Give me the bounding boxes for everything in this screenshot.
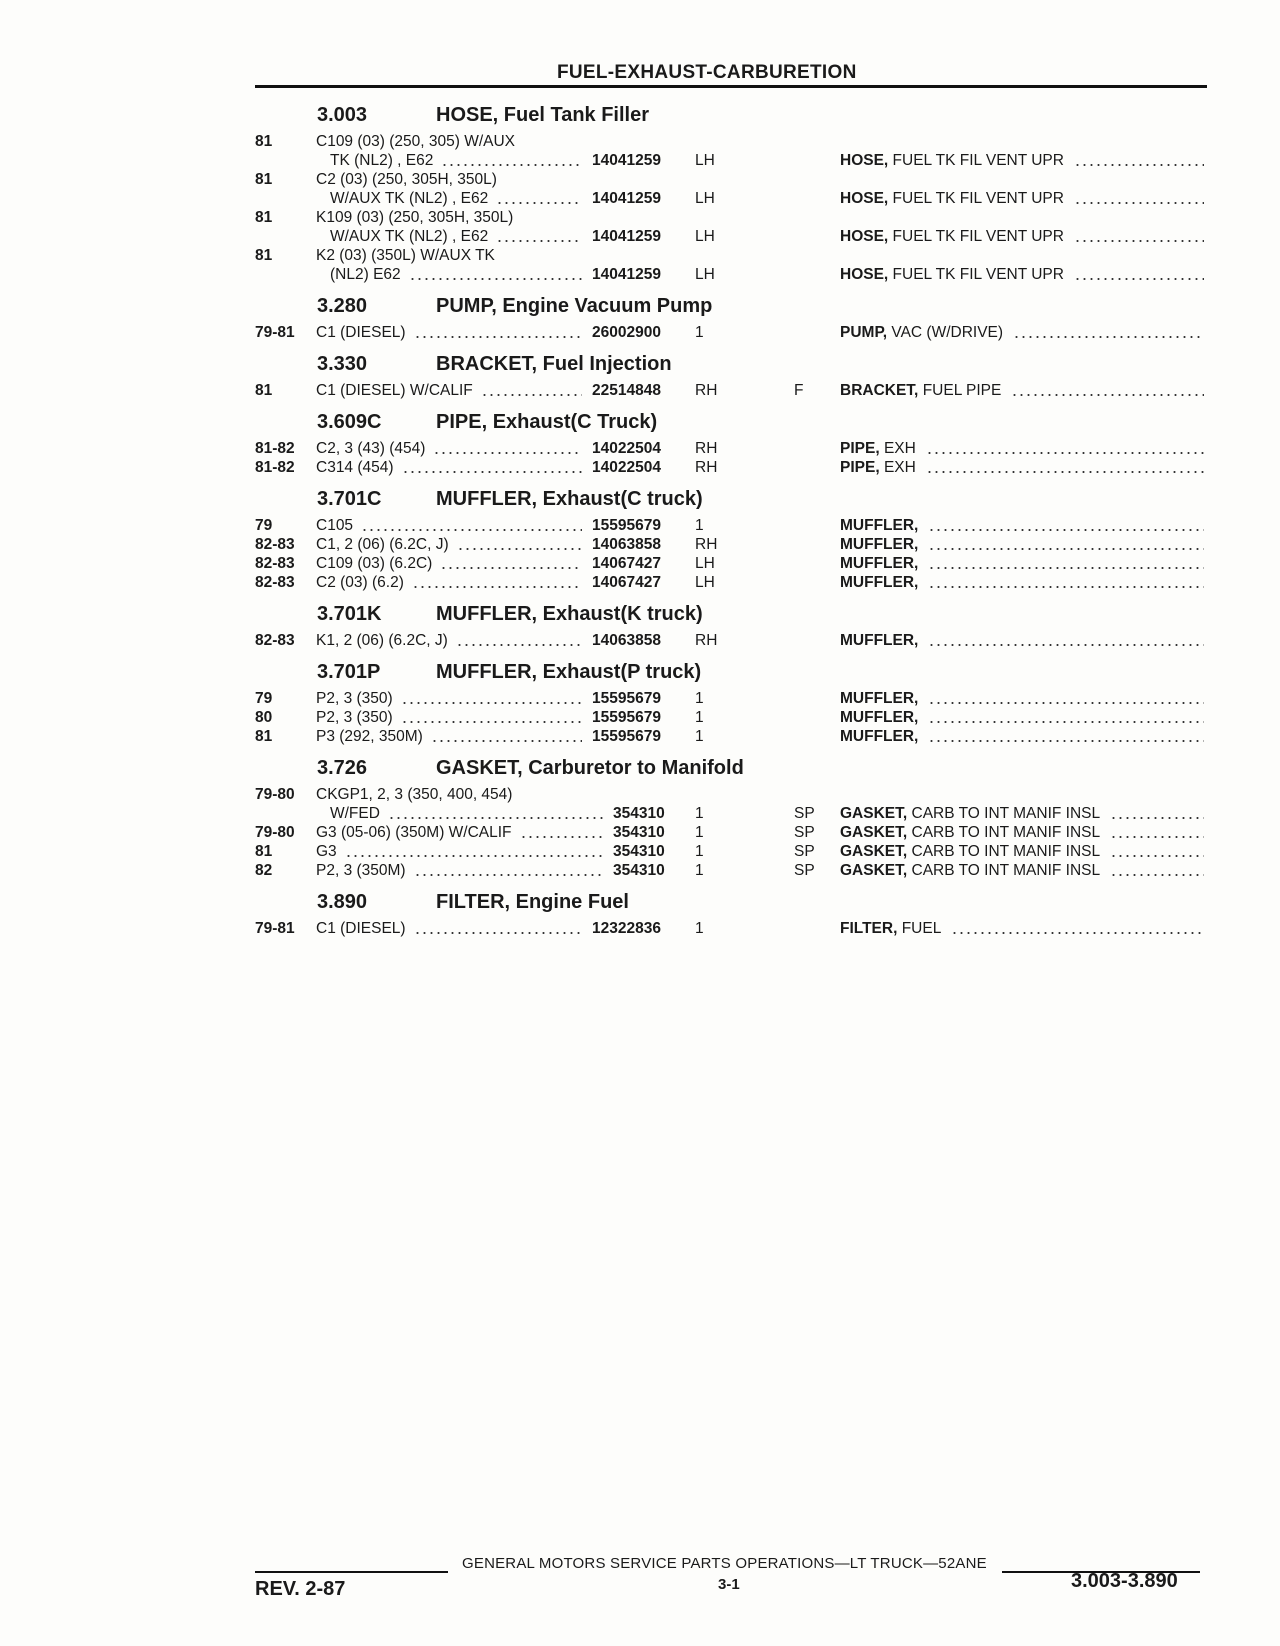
model-line: C1, 2 (06) (6.2C, J) xyxy=(316,536,449,553)
description-noun: GASKET, xyxy=(840,805,908,822)
description-noun: HOSE, xyxy=(840,228,889,245)
quantity: 1 xyxy=(695,324,704,341)
model-year: 79-80 xyxy=(255,786,295,803)
leader-dots xyxy=(414,872,603,878)
model-year: 81 xyxy=(255,247,273,264)
part-number: 15595679 xyxy=(592,728,661,745)
leader-dots xyxy=(928,719,1204,725)
part-number: 14067427 xyxy=(592,574,661,591)
description-text: CARB TO INT MANIF INSL xyxy=(911,843,1101,860)
part-number: 354310 xyxy=(613,862,665,879)
model-year: 82 xyxy=(255,862,273,879)
quantity: LH xyxy=(695,190,715,207)
part-description xyxy=(840,458,916,477)
section-title: PIPE, Exhaust(C Truck) xyxy=(436,411,658,433)
part-number: 354310 xyxy=(613,843,665,860)
section-title: MUFFLER, Exhaust(P truck) xyxy=(436,661,702,683)
leader-dots xyxy=(431,738,582,744)
leader-dots xyxy=(928,527,1204,533)
model-year: 82-83 xyxy=(255,632,295,649)
leader-dots xyxy=(1110,853,1204,859)
quantity: 1 xyxy=(695,824,704,841)
description-text: FUEL TK FIL VENT UPR xyxy=(892,152,1064,169)
part-number: 26002900 xyxy=(592,324,661,341)
leader-dots xyxy=(414,334,582,340)
part-description xyxy=(840,439,916,458)
model-line-1: K2 (03) (350L) W/AUX TK xyxy=(316,247,495,264)
section-spacer xyxy=(0,400,1280,407)
table-row xyxy=(0,516,1280,535)
model-year: 81-82 xyxy=(255,440,295,457)
model-line: P2, 3 (350) xyxy=(316,709,393,726)
description-noun: MUFFLER, xyxy=(840,709,919,726)
part-description xyxy=(840,535,918,554)
section-number: 3.701K xyxy=(317,603,382,625)
part-number: 14041259 xyxy=(592,266,661,283)
section-number: 3.003 xyxy=(317,104,368,126)
leader-dots xyxy=(928,642,1204,648)
model-year: 81 xyxy=(255,382,273,399)
model-line-2: W/AUX TK (NL2) , E62 xyxy=(330,228,489,245)
model-year: 81 xyxy=(255,728,273,745)
model-year: 82-83 xyxy=(255,574,295,591)
model-line-1: C109 (03) (250, 305) W/AUX xyxy=(316,133,516,150)
table-row xyxy=(0,573,1280,592)
part-number: 12322836 xyxy=(592,920,661,937)
part-number: 354310 xyxy=(613,824,665,841)
leader-dots xyxy=(345,853,603,859)
leader-dots xyxy=(496,200,582,206)
table-row xyxy=(0,689,1280,708)
model-line-2: W/AUX TK (NL2) , E62 xyxy=(330,190,489,207)
section-number: 3.330 xyxy=(317,353,368,375)
service-code: SP xyxy=(794,824,815,841)
leader-dots xyxy=(401,700,582,706)
catalog-section xyxy=(0,753,1280,887)
table-row xyxy=(0,170,1280,208)
section-heading xyxy=(0,599,1280,631)
part-number: 15595679 xyxy=(592,709,661,726)
table-row xyxy=(0,246,1280,284)
leader-dots xyxy=(1110,872,1204,878)
table-row xyxy=(0,132,1280,170)
part-description xyxy=(840,151,1064,170)
parts-listing xyxy=(0,100,1280,945)
model-line: P2, 3 (350) xyxy=(316,690,393,707)
section-number: 3.701C xyxy=(317,488,382,510)
model-line-2: (NL2) E62 xyxy=(330,266,401,283)
part-description xyxy=(840,842,1100,861)
leader-dots xyxy=(433,450,582,456)
section-spacer xyxy=(0,284,1280,291)
model-year: 81 xyxy=(255,209,273,226)
model-year: 79-81 xyxy=(255,324,295,341)
table-row xyxy=(0,554,1280,573)
description-noun: PUMP, xyxy=(840,324,888,341)
catalog-section xyxy=(0,887,1280,945)
model-line: C2 (03) (6.2) xyxy=(316,574,404,591)
model-year: 81-82 xyxy=(255,459,295,476)
table-row xyxy=(0,458,1280,477)
section-number: 3.890 xyxy=(317,891,368,913)
model-year: 81 xyxy=(255,171,273,188)
part-number: 354310 xyxy=(613,805,665,822)
leader-dots xyxy=(401,719,582,725)
footer-rule-left xyxy=(255,1571,448,1573)
table-row xyxy=(0,439,1280,458)
model-line: K1, 2 (06) (6.2C, J) xyxy=(316,632,448,649)
quantity: 1 xyxy=(695,805,704,822)
section-title: FILTER, Engine Fuel xyxy=(436,891,629,913)
model-year: 81 xyxy=(255,843,273,860)
part-description xyxy=(840,823,1100,842)
description-text: VAC (W/DRIVE) xyxy=(891,324,1004,341)
description-text: EXH xyxy=(883,459,916,476)
description-text: FUEL TK FIL VENT UPR xyxy=(892,266,1064,283)
section-spacer xyxy=(0,938,1280,945)
model-line: P3 (292, 350M) xyxy=(316,728,423,745)
section-heading xyxy=(0,657,1280,689)
leader-dots xyxy=(926,450,1204,456)
model-line-1: K109 (03) (250, 305H, 350L) xyxy=(316,209,514,226)
description-noun: GASKET, xyxy=(840,824,908,841)
catalog-section xyxy=(0,657,1280,753)
leader-dots xyxy=(402,469,582,475)
table-row xyxy=(0,785,1280,823)
leader-dots xyxy=(361,527,582,533)
part-description xyxy=(840,323,1003,342)
model-line: G3 xyxy=(316,843,337,860)
leader-dots xyxy=(1074,162,1204,168)
section-title: GASKET, Carburetor to Manifold xyxy=(436,757,744,779)
leader-dots xyxy=(1011,392,1204,398)
part-number: 15595679 xyxy=(592,517,661,534)
model-line-2: TK (NL2) , E62 xyxy=(330,152,434,169)
quantity: 1 xyxy=(695,690,704,707)
description-text: FUEL TK FIL VENT UPR xyxy=(892,228,1064,245)
leader-dots xyxy=(409,276,582,282)
leader-dots xyxy=(520,834,603,840)
model-line: C105 xyxy=(316,517,354,534)
leader-dots xyxy=(926,469,1204,475)
description-noun: GASKET, xyxy=(840,843,908,860)
part-number: 14063858 xyxy=(592,536,661,553)
table-row xyxy=(0,919,1280,938)
model-line-2: W/FED xyxy=(330,805,380,822)
leader-dots xyxy=(928,546,1204,552)
quantity: RH xyxy=(695,459,718,476)
quantity: LH xyxy=(695,266,715,283)
quantity: RH xyxy=(695,536,718,553)
leader-dots xyxy=(951,930,1204,936)
part-number: 14041259 xyxy=(592,228,661,245)
quantity: LH xyxy=(695,228,715,245)
description-noun: MUFFLER, xyxy=(840,536,919,553)
part-description xyxy=(840,265,1064,284)
catalog-section xyxy=(0,599,1280,657)
part-description xyxy=(840,919,941,938)
quantity: RH xyxy=(695,632,718,649)
model-year: 79 xyxy=(255,690,273,707)
section-spacer xyxy=(0,342,1280,349)
service-code: SP xyxy=(794,862,815,879)
section-spacer xyxy=(0,592,1280,599)
quantity: 1 xyxy=(695,920,704,937)
model-line-1: C2 (03) (250, 305H, 350L) xyxy=(316,171,497,188)
quantity: LH xyxy=(695,555,715,572)
section-title: PUMP, Engine Vacuum Pump xyxy=(436,295,713,317)
description-text: CARB TO INT MANIF INSL xyxy=(911,824,1101,841)
section-number: 3.280 xyxy=(317,295,368,317)
model-line: G3 (05-06) (350M) W/CALIF xyxy=(316,824,512,841)
leader-dots xyxy=(388,815,603,821)
quantity: 1 xyxy=(695,728,704,745)
quantity: 1 xyxy=(695,862,704,879)
part-description xyxy=(840,861,1100,880)
section-number: 3.609C xyxy=(317,411,382,433)
catalog-section xyxy=(0,407,1280,484)
table-row xyxy=(0,727,1280,746)
model-line-1: CKGP1, 2, 3 (350, 400, 454) xyxy=(316,786,513,803)
leader-dots xyxy=(440,565,582,571)
leader-dots xyxy=(928,738,1204,744)
description-noun: HOSE, xyxy=(840,152,889,169)
table-row xyxy=(0,208,1280,246)
model-line: P2, 3 (350M) xyxy=(316,862,406,879)
section-number: 3.726 xyxy=(317,757,368,779)
quantity: LH xyxy=(695,574,715,591)
model-line: C314 (454) xyxy=(316,459,394,476)
leader-dots xyxy=(441,162,582,168)
footer-section-range: 3.003-3.890 xyxy=(1071,1570,1178,1592)
description-noun: GASKET, xyxy=(840,862,908,879)
section-spacer xyxy=(0,746,1280,753)
part-description xyxy=(840,708,918,727)
table-row xyxy=(0,823,1280,842)
section-spacer xyxy=(0,880,1280,887)
model-line: C1 (DIESEL) xyxy=(316,920,406,937)
part-description xyxy=(840,727,918,746)
leader-dots xyxy=(928,584,1204,590)
description-text: FUEL xyxy=(901,920,942,937)
description-noun: BRACKET, xyxy=(840,382,919,399)
description-noun: MUFFLER, xyxy=(840,632,919,649)
description-noun: HOSE, xyxy=(840,190,889,207)
description-text: FUEL TK FIL VENT UPR xyxy=(892,190,1064,207)
description-noun: HOSE, xyxy=(840,266,889,283)
leader-dots xyxy=(1074,200,1204,206)
catalog-section xyxy=(0,349,1280,407)
part-description xyxy=(840,516,918,535)
service-code: SP xyxy=(794,843,815,860)
header-rule xyxy=(255,85,1207,88)
part-description xyxy=(840,573,918,592)
leader-dots xyxy=(928,565,1204,571)
section-heading xyxy=(0,484,1280,516)
table-row xyxy=(0,535,1280,554)
catalog-section xyxy=(0,291,1280,349)
quantity: 1 xyxy=(695,709,704,726)
description-text: CARB TO INT MANIF INSL xyxy=(911,862,1101,879)
leader-dots xyxy=(1110,815,1204,821)
description-text: EXH xyxy=(883,440,916,457)
description-noun: MUFFLER, xyxy=(840,517,919,534)
part-description xyxy=(840,227,1064,246)
model-line: C1 (DIESEL) W/CALIF xyxy=(316,382,473,399)
quantity: 1 xyxy=(695,843,704,860)
table-row xyxy=(0,708,1280,727)
service-code: F xyxy=(794,382,804,399)
table-row xyxy=(0,323,1280,342)
part-number: 22514848 xyxy=(592,382,661,399)
leader-dots xyxy=(1074,276,1204,282)
description-text: FUEL PIPE xyxy=(922,382,1002,399)
catalog-section xyxy=(0,484,1280,599)
page-title: FUEL-EXHAUST-CARBURETION xyxy=(557,62,857,83)
leader-dots xyxy=(1110,834,1204,840)
section-title: MUFFLER, Exhaust(K truck) xyxy=(436,603,703,625)
leader-dots xyxy=(496,238,582,244)
part-number: 14022504 xyxy=(592,440,661,457)
description-noun: MUFFLER, xyxy=(840,574,919,591)
leader-dots xyxy=(414,930,582,936)
section-title: BRACKET, Fuel Injection xyxy=(436,353,672,375)
table-row xyxy=(0,631,1280,650)
section-heading xyxy=(0,100,1280,132)
section-heading xyxy=(0,753,1280,785)
section-heading xyxy=(0,291,1280,323)
service-code: SP xyxy=(794,805,815,822)
table-row xyxy=(0,381,1280,400)
section-spacer xyxy=(0,477,1280,484)
model-year: 79-81 xyxy=(255,920,295,937)
part-description xyxy=(840,381,1001,400)
model-year: 81 xyxy=(255,133,273,150)
part-number: 14022504 xyxy=(592,459,661,476)
section-spacer xyxy=(0,650,1280,657)
part-description xyxy=(840,189,1064,208)
quantity: 1 xyxy=(695,517,704,534)
section-title: MUFFLER, Exhaust(C truck) xyxy=(436,488,703,510)
model-year: 79-80 xyxy=(255,824,295,841)
part-number: 14063858 xyxy=(592,632,661,649)
description-noun: PIPE, xyxy=(840,459,880,476)
footer-page-number: 3-1 xyxy=(718,1576,740,1593)
description-text: CARB TO INT MANIF INSL xyxy=(911,805,1101,822)
description-noun: MUFFLER, xyxy=(840,555,919,572)
part-description xyxy=(840,631,918,650)
section-title: HOSE, Fuel Tank Filler xyxy=(436,104,650,126)
model-year: 79 xyxy=(255,517,273,534)
leader-dots xyxy=(928,700,1204,706)
leader-dots xyxy=(457,546,582,552)
part-number: 14041259 xyxy=(592,190,661,207)
model-year: 82-83 xyxy=(255,555,295,572)
section-number: 3.701P xyxy=(317,661,381,683)
part-description xyxy=(840,689,918,708)
description-noun: MUFFLER, xyxy=(840,728,919,745)
leader-dots xyxy=(1074,238,1204,244)
description-noun: FILTER, xyxy=(840,920,898,937)
leader-dots xyxy=(412,584,582,590)
model-year: 80 xyxy=(255,709,273,726)
description-noun: PIPE, xyxy=(840,440,880,457)
table-row xyxy=(0,861,1280,880)
model-line: C1 (DIESEL) xyxy=(316,324,406,341)
table-row xyxy=(0,842,1280,861)
part-number: 14067427 xyxy=(592,555,661,572)
footer-revision: REV. 2-87 xyxy=(255,1578,346,1600)
catalog-section xyxy=(0,100,1280,291)
model-line: C2, 3 (43) (454) xyxy=(316,440,426,457)
section-heading xyxy=(0,407,1280,439)
section-heading xyxy=(0,349,1280,381)
model-year: 82-83 xyxy=(255,536,295,553)
leader-dots xyxy=(456,642,582,648)
section-heading xyxy=(0,887,1280,919)
quantity: RH xyxy=(695,440,718,457)
footer-publisher: GENERAL MOTORS SERVICE PARTS OPERATIONS—LT TRUCK—52ANE xyxy=(462,1555,987,1572)
model-line: C109 (03) (6.2C) xyxy=(316,555,433,572)
leader-dots xyxy=(1013,334,1204,340)
leader-dots xyxy=(481,392,582,398)
quantity: LH xyxy=(695,152,715,169)
part-description xyxy=(840,554,918,573)
part-number: 14041259 xyxy=(592,152,661,169)
description-noun: MUFFLER, xyxy=(840,690,919,707)
part-description xyxy=(840,804,1100,823)
part-number: 15595679 xyxy=(592,690,661,707)
quantity: RH xyxy=(695,382,718,399)
